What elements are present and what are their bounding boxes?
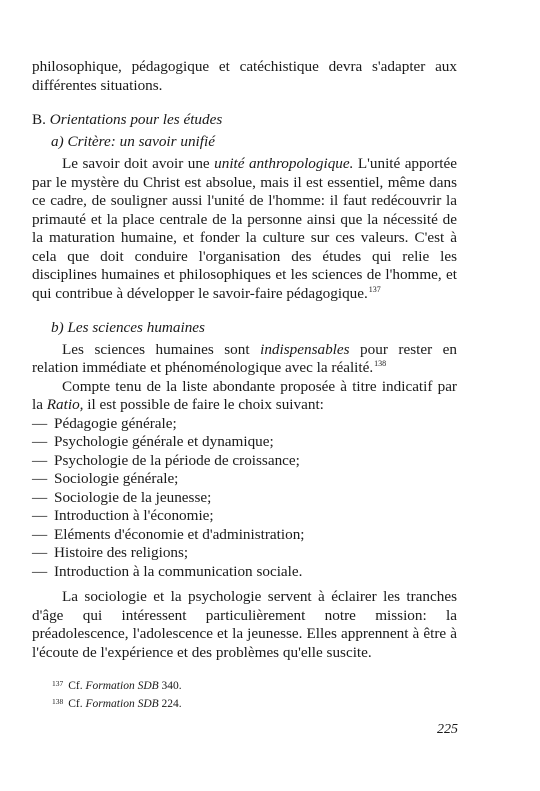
list-item-text: Introduction à l'économie; [54, 507, 214, 524]
footnote-prefix: Cf. [68, 698, 86, 710]
page-body [32, 58, 457, 662]
section-heading-b [32, 111, 457, 130]
list-dash: — [32, 488, 48, 506]
list-item [32, 507, 457, 526]
text-run: il est possible de faire le choix suivant: [83, 396, 324, 413]
list-item [32, 470, 457, 489]
emphasis: unité anthropologique. [214, 155, 354, 172]
footnote-page: 224. [158, 698, 182, 710]
list-dash: — [32, 507, 48, 524]
list-dash: — [32, 414, 48, 432]
footnote-source: Formation SDB [85, 680, 159, 692]
list-item-text: Eléments d'économie et d'administration; [54, 525, 305, 543]
section-letter: B. [32, 111, 46, 128]
footnotes [52, 676, 182, 712]
list-dash: — [32, 525, 48, 543]
section-title: Orientations pour les études [49, 111, 223, 128]
text-run: L'unité apportée par le mystère du Christ est absolue, mais il est essentiel, même dans ce cadre, de souligner aussi l'unité de l'homme: il faut redécouvrir la primauté et la place centrale de la personne ainsi que la nécessité de la maturation humaine, et fonder la culture sur ces valeurs. C'est à cela que doit conduire l'organisation des études qui relie les disciplines humaines et philosophiques et les sciences de l'homme, et qui contribue à développer le savoir-faire pédagogique. [32, 155, 457, 302]
list-item [32, 433, 457, 452]
list-item-text: Pédagogie générale; [54, 414, 177, 432]
page-number: 225 [437, 722, 458, 737]
list-dash: — [32, 544, 48, 561]
intro-continuation: philosophique, pédagogique et catéchistique devra s'adapter aux différentes situations. [32, 58, 457, 94]
paragraph-savoir-unifie [32, 155, 457, 303]
list-item [32, 415, 457, 434]
text-run: pour rester en relation immédiate et phénoménologique avec la réalité. [32, 340, 457, 376]
list-item-text: Histoire des religions; [54, 544, 189, 561]
list-item [32, 452, 457, 471]
footnote-138 [52, 694, 182, 712]
list-dash: — [32, 562, 48, 580]
text-run: Les sciences humaines sont [62, 340, 261, 358]
list-dash: — [32, 470, 48, 487]
footnote-137 [52, 676, 182, 694]
footnote-source: Formation SDB [85, 698, 159, 710]
list-item-text: Psychologie de la période de croissance; [54, 451, 300, 469]
emphasis: indispensables [260, 340, 350, 358]
subheading-b: b) Les sciences humaines [51, 319, 205, 336]
emphasis: Ratio, [46, 396, 84, 413]
list-item-text: Introduction à la communication sociale. [54, 562, 303, 580]
footnote-prefix: Cf. [68, 680, 86, 692]
footnote-ref-137[interactable]: 137 [368, 284, 381, 294]
list-item-text: Sociologie générale; [54, 470, 179, 487]
footnote-number: 137 [52, 679, 64, 688]
list-item [32, 526, 457, 545]
list-dash: — [32, 433, 48, 450]
list-item-text: Psychologie générale et dynamique; [54, 433, 274, 450]
footnote-number: 138 [52, 697, 64, 706]
list-item-text: Sociologie de la jeunesse; [54, 488, 212, 506]
paragraph-sciences-humaines [32, 341, 457, 378]
list-dash: — [32, 451, 48, 469]
list-item [32, 563, 457, 582]
paragraph-ratio [32, 378, 457, 415]
text-run: Compte tenu de la liste abondante proposée à titre indicatif par la [32, 377, 457, 413]
list-item [32, 489, 457, 508]
footnote-ref-138[interactable]: 138 [374, 359, 387, 368]
discipline-list [32, 415, 457, 582]
subheading-a: a) Critère: un savoir unifié [51, 132, 215, 150]
footnote-page: 340. [158, 680, 182, 692]
paragraph-sociologie: La sociologie et la psychologie servent à éclairer les tranches d'âge qui intéressent particulièrement notre mission: la préadolescence, l'adolescence et la jeunesse. Elles apprennent à être à l'écoute de l'expérience et des problèmes qu'elle suscite. [32, 588, 457, 661]
text-run: Le savoir doit avoir une [62, 155, 215, 172]
list-item [32, 544, 457, 563]
